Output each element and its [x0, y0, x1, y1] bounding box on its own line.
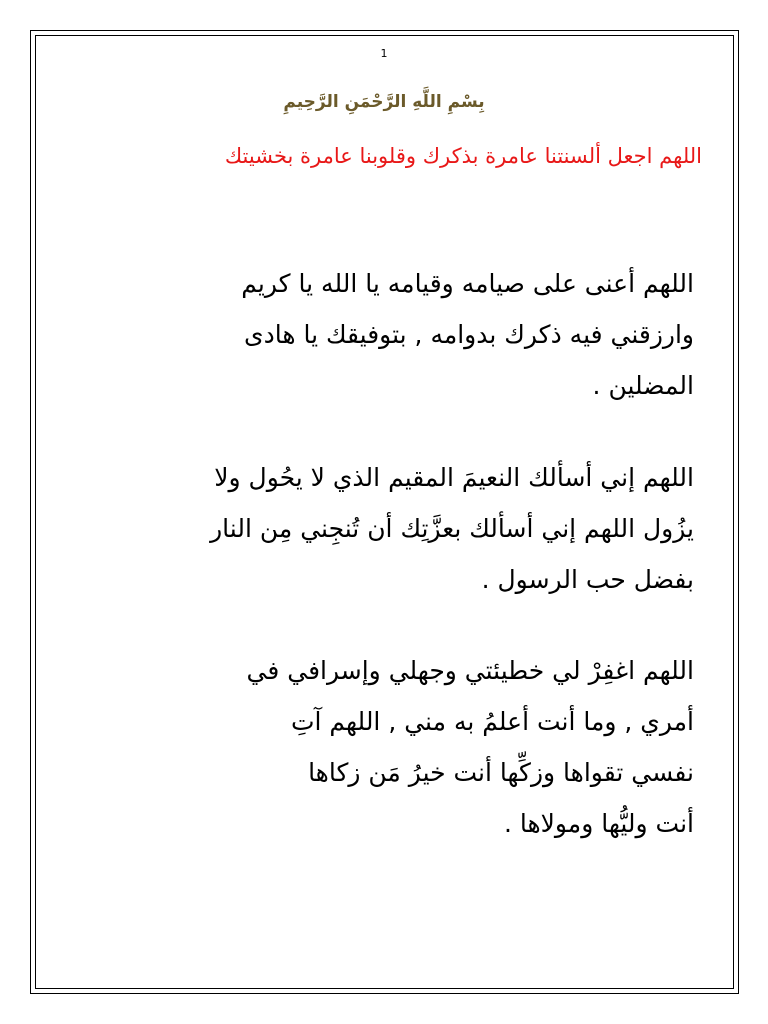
header-dua: اللهم اجعل ألسنتنا عامرة بذكرك وقلوبنا عامرة بخشيتك [224, 144, 702, 168]
prayer-paragraph-3: اللهم اغفِرْ لي خطيئتي وجهلي وإسرافي في أمري , وما أنت أعلمُ به مني , اللهم آتِ نفسي تقواها وزكِّها أنت خيرُ مَن زكاها أنت وليُّها ومولاها . [246, 656, 694, 838]
prayer-paragraph-1: اللهم أعنى على صيامه وقيامه يا الله يا كريم وارزقني فيه ذكرك بدوامه , بتوفيقك يا هادى المضلين . [241, 269, 694, 400]
basmala-heading: بِسْمِ اللَّهِ الرَّحْمَنِ الرَّحِيمِ [283, 92, 485, 112]
page-number: 1 [380, 47, 388, 60]
prayer-paragraph-2: اللهم إني أسألك النعيمَ المقيم الذي لا يحُول ولا يزُول اللهم إني أسألك بعزَّتِك أن تُنجِني مِن النار بفضل حب الرسول . [210, 463, 694, 594]
